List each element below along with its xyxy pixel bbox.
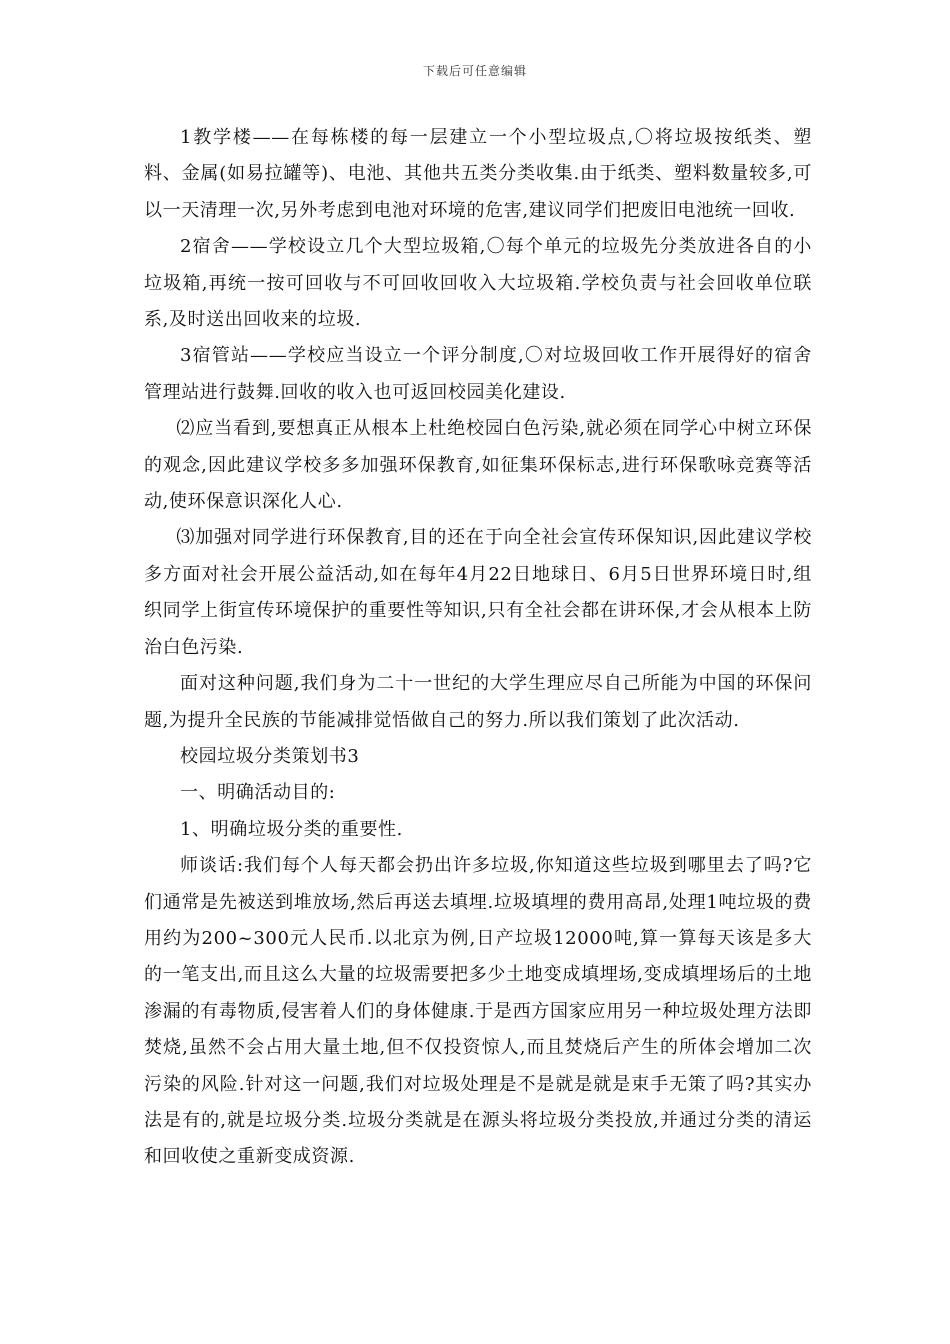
page-header: 下载后可任意编辑 (422, 64, 527, 78)
paragraph-teaching-building: 1教学楼——在每栋楼的每一层建立一个小型垃圾点,〇将垃圾按纸类、塑料、金属(如易拉罐等)、电池、其他共五类分类收集.由于纸类、塑料数量较多,可以一天清理一次,另外考虑到电池对环境的危害,建议同学们把废旧电池统一回收. (144, 127, 812, 221)
paragraph-teacher-talk: 师谈话:我们每个人每天都会扔出许多垃圾,你知道这些垃圾到哪里去了吗?它们通常是先被送到堆放场,然后再送去填埋.垃圾填埋的费用高昂,处理1吨垃圾的费用约为200~300元人民币.以北京为例,日产垃圾12000吨,算一算每天该是多大的一笔支出,而且这么大量的垃圾需要把多少土地变成填埋场,变成填埋场后的土地渗漏的有毒物质,侵害着人们的身体健康.于是西方国家应用另一种垃圾处理方法即焚烧,虽然不会占用大量土地,但不仅投资惊人,而且焚烧后产生的所体会增加二次污染的风险.针对这一问题,我们对垃圾处理是不是就是就是束手无策了吗?其实办法是有的,就是垃圾分类.垃圾分类就是在源头将垃圾分类投放,并通过分类的清运和回收使之重新变成资源. (144, 855, 812, 1168)
section-title: 校园垃圾分类策划书3 (180, 745, 360, 767)
document-body (144, 120, 812, 1176)
paragraph-dorm-management: 3宿管站——学校应当设立一个评分制度,〇对垃圾回收工作开展得好的宿舍管理站进行鼓舞.回收的收入也可返回校园美化建设. (144, 345, 812, 403)
paragraph-conclusion: 面对这种问题,我们身为二十一世纪的大学生理应尽自己所能为中国的环保问题,为提升全民族的节能减排觉悟做自己的努力.所以我们策划了此次活动. (144, 673, 812, 731)
paragraph-point-2: ⑵应当看到,要想真正从根本上杜绝校园白色污染,就必须在同学心中树立环保的观念,因此建议学校多多加强环保教育,如征集环保标志,进行环保歌咏竞赛等活动,使环保意识深化人心. (144, 418, 812, 513)
subheading-importance: 1、明确垃圾分类的重要性. (180, 818, 403, 840)
section-heading-goal: 一、明确活动目的: (180, 782, 336, 804)
paragraph-point-3: ⑶加强对同学进行环保教育,目的还在于向全社会宣传环保知识,因此建议学校多方面对社会开展公益活动,如在每年4月22日地球日、6月5日世界环境日时,组织同学上街宣传环境保护的重要性等知识,只有全社会都在讲环保,才会从根本上防治白色污染. (144, 527, 812, 658)
paragraph-dormitory: 2宿舍——学校设立几个大型垃圾箱,〇每个单元的垃圾先分类放进各自的小垃圾箱,再统一按可回收与不可回收回收入大垃圾箱.学校负责与社会回收单位联系,及时送出回收来的垃圾. (144, 236, 812, 331)
